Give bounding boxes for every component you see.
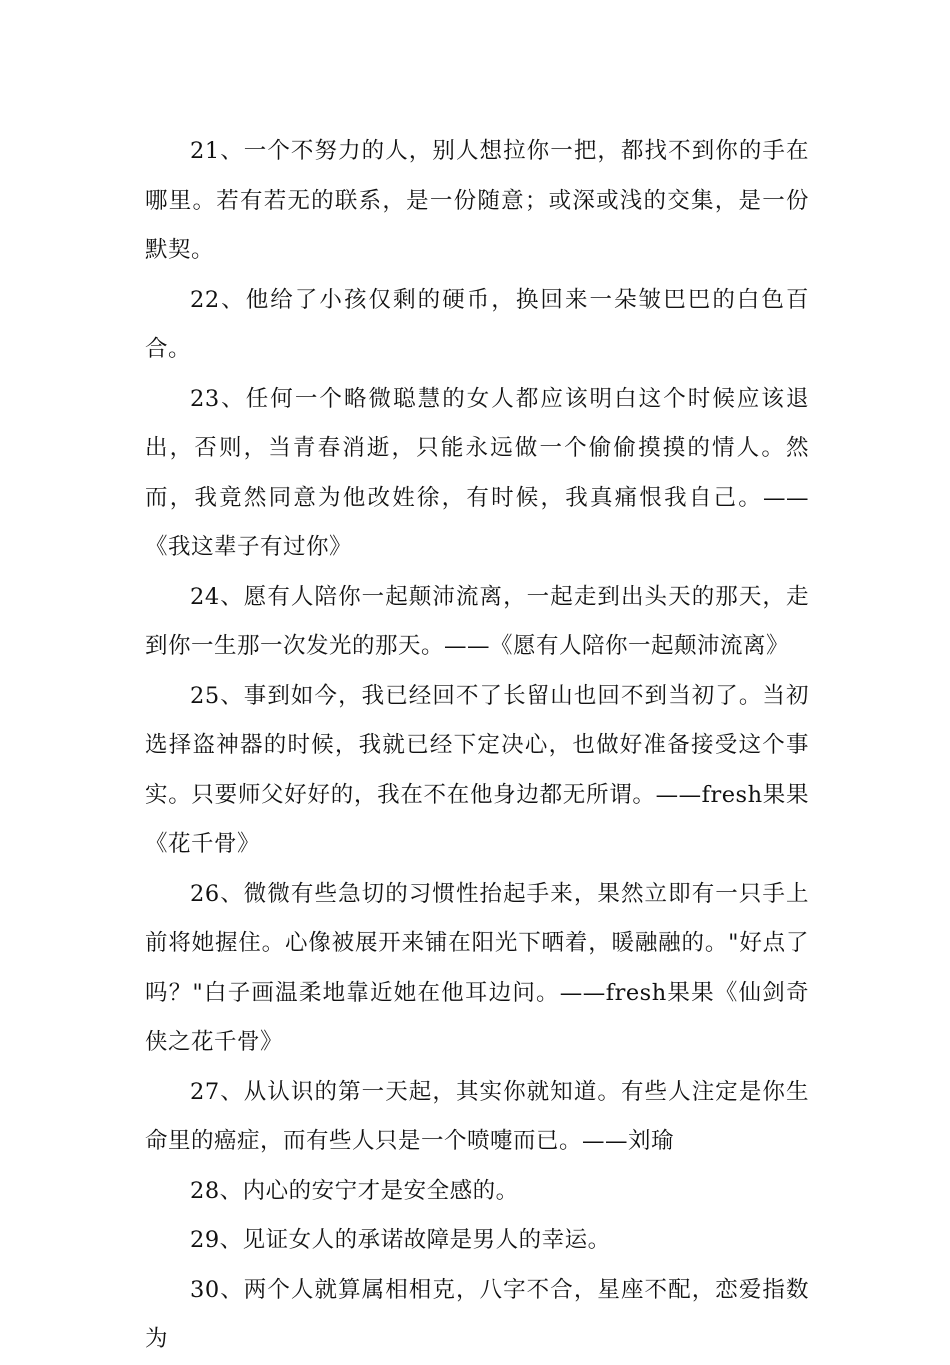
quote-paragraph-23: 23、任何一个略微聪慧的女人都应该明白这个时候应该退出，否则，当青春消逝，只能永远做一个偷偷摸摸的情人。然而，我竟然同意为他改姓徐，有时候，我真痛恨我自己。——《我这辈子有过你》 — [145, 385, 809, 560]
quote-paragraph-29: 29、见证女人的承诺故障是男人的幸运。 — [190, 1227, 611, 1253]
quote-paragraph-22: 22、他给了小孩仅剩的硬币，换回来一朵皱巴巴的白色百合。 — [145, 286, 809, 362]
document-body — [145, 127, 809, 1365]
quote-paragraph-28: 28、内心的安宁才是安全感的。 — [190, 1177, 519, 1204]
quote-paragraph-30: 30、两个人就算属相相克，八字不合，星座不配，恋爱指数为 — [145, 1276, 809, 1352]
quote-paragraph-25: 25、事到如今，我已经回不了长留山也回不到当初了。当初选择盗神器的时候，我就已经下定决心，也做好准备接受这个事实。只要师父好好的，我在不在他身边都无所谓。——fresh果果《花千骨》 — [145, 682, 809, 857]
quote-paragraph-24: 24、愿有人陪你一起颠沛流离，一起走到出头天的那天，走到你一生那一次发光的那天。——《愿有人陪你一起颠沛流离》 — [145, 583, 809, 659]
quote-paragraph-26: 26、微微有些急切的习惯性抬起手来，果然立即有一只手上前将她握住。心像被展开来铺在阳光下晒着，暖融融的。"好点了吗？"白子画温柔地靠近她在他耳边问。——fresh果果《仙剑奇侠之花千骨》 — [145, 880, 809, 1055]
quote-paragraph-27: 27、从认识的第一天起，其实你就知道。有些人注定是你生命里的癌症，而有些人只是一个喷嚏而已。——刘瑜 — [145, 1078, 809, 1154]
quote-paragraph-21: 21、一个不努力的人，别人想拉你一把，都找不到你的手在哪里。若有若无的联系，是一份随意；或深或浅的交集，是一份默契。 — [145, 138, 809, 263]
